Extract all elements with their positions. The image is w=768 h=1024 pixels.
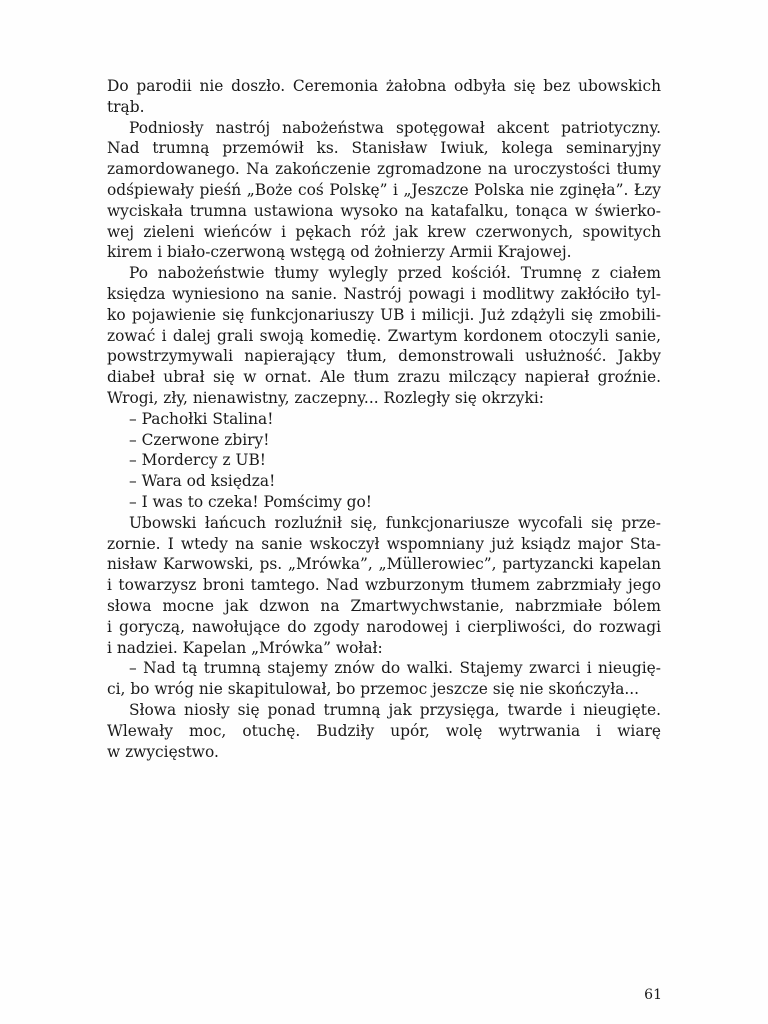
- paragraph: [107, 513, 661, 659]
- text-line: ci, bo wróg nie skapitulował, bo przemoc jeszcze się nie skończyła...: [107, 680, 640, 699]
- text-line: Podniosły nastrój nabożeństwa spotęgował akcent patriotyczny.: [129, 118, 661, 137]
- text-line: Wlewały moc, otuchę. Budziły upór, wolę wytrwania i wiarę: [107, 721, 661, 740]
- paragraph: [107, 263, 661, 409]
- text-line: Po nabożeństwie tłumy wylegly przed kościół. Trumnę z ciałem: [129, 264, 661, 283]
- text-line: Do parodii nie doszło. Ceremonia żałobna odbyła się bez ubowskich: [107, 77, 661, 95]
- text-line: Wrogi, zły, nienawistny, zaczepny... Rozległy się okrzyki:: [107, 388, 544, 407]
- text-line: zować i dalej grali swoją komedię. Zwartym kordonem otoczyli sanie,: [107, 326, 661, 345]
- paragraph: [107, 76, 661, 118]
- page-number: 61: [644, 987, 662, 1003]
- text-line: w zwycięstwo.: [107, 742, 219, 761]
- text-line: Słowa niosły się ponad trumną jak przysięga, twarde i nieugięte.: [129, 700, 661, 719]
- text-line: – I was to czeka! Pomścimy go!: [129, 492, 372, 511]
- text-line: – Mordercy z UB!: [129, 451, 266, 470]
- text-line: trąb.: [107, 97, 145, 116]
- text-line: i goryczą, nawołujące do zgody narodowej i cierpliwości, do rozwagi: [107, 617, 661, 636]
- text-line: wyciskała trumna ustawiona wysoko na katafalku, tonąca w świerko-: [107, 201, 661, 220]
- paragraph: [107, 658, 661, 700]
- paragraph: [107, 492, 661, 513]
- text-line: – Czerwone zbiry!: [129, 430, 270, 449]
- paragraph: [107, 118, 661, 264]
- text-line: – Wara od księdza!: [129, 472, 276, 491]
- text-line: Ubowski łańcuch rozluźnił się, funkcjonariusze wycofali się prze-: [129, 513, 661, 532]
- text-line: – Pachołki Stalina!: [129, 409, 274, 428]
- paragraph: [107, 450, 661, 471]
- text-line: zornie. I wtedy na sanie wskoczył wspomniany już ksiądz major Sta-: [107, 534, 661, 553]
- paragraph: [107, 700, 661, 762]
- text-line: wej zieleni wieńców i pękach róż jak krew czerwonych, spowitych: [107, 222, 661, 241]
- text-line: księdza wyniesiono na sanie. Nastrój powagi i modlitwy zakłóciło tyl-: [107, 284, 661, 303]
- text-line: ko pojawienie się funkcjonariuszy UB i milicji. Już zdążyli się zmobili-: [107, 305, 661, 324]
- paragraph: [107, 471, 661, 492]
- text-line: odśpiewały pieśń „Boże coś Polskę” i „Jeszcze Polska nie zginęła”. Łzy: [107, 180, 661, 199]
- text-line: Nad trumną przemówił ks. Stanisław Iwiuk, kolega seminaryjny: [107, 139, 661, 158]
- text-line: i nadziei. Kapelan „Mrówka” wołał:: [107, 638, 383, 657]
- text-line: i towarzysz broni tamtego. Nad wzburzonym tłumem zabrzmiały jego: [107, 576, 661, 595]
- text-line: diabeł ubrał się w ornat. Ale tłum zrazu milczący napierał groźnie.: [107, 368, 661, 387]
- text-line: nisław Karwowski, ps. „Mrówka”, „Müllerowiec”, partyzancki kapelan: [107, 555, 661, 574]
- text-line: – Nad tą trumną stajemy znów do walki. Stajemy zwarci i nieugię-: [129, 659, 661, 678]
- body-text: [107, 76, 661, 762]
- paragraph: [107, 409, 661, 430]
- text-line: powstrzymywali napierający tłum, demonstrowali usłużność. Jakby: [107, 347, 661, 366]
- paragraph: [107, 430, 661, 451]
- text-line: słowa mocne jak dzwon na Zmartwychwstanie, nabrzmiałe bólem: [107, 596, 661, 615]
- text-line: kirem i biało-czerwoną wstęgą od żołnierzy Armii Krajowej.: [107, 243, 572, 262]
- text-line: zamordowanego. Na zakończenie zgromadzone na uroczystości tłumy: [107, 160, 661, 179]
